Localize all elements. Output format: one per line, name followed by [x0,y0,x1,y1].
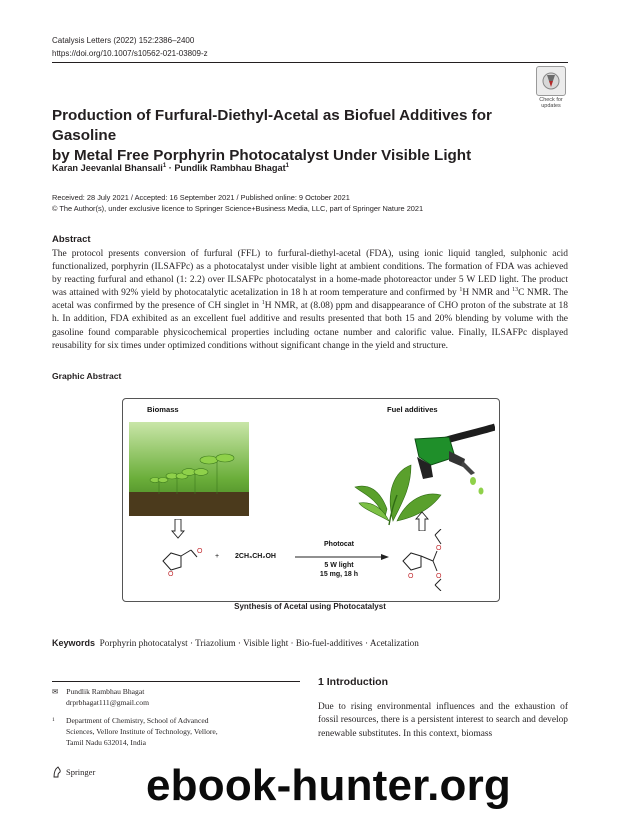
mail-icon: ✉ [52,687,59,696]
plus-sign: + [215,553,220,560]
svg-text:O: O [197,548,203,555]
springer-horse-icon [52,766,62,778]
svg-text:O: O [408,573,414,580]
svg-text:O: O [436,573,442,580]
biomass-label: Biomass [147,405,179,414]
reaction-arrow-icon [295,553,391,561]
svg-text:O: O [168,571,174,578]
publication-dates: Received: 28 July 2021 / Accepted: 16 September 2021 / Published online: 9 October 2021 © The Author(s), under exclusive licence to Springer Science+Business Media, LLC, part of Springer Nature 2021 [52,193,424,213]
corresponding-author: ✉ Pundlik Rambhau Bhagat drprbhagat111@gmail.com [52,687,149,707]
furfural-structure [153,539,213,579]
fuel-additives-label: Fuel additives [387,405,438,414]
abstract-heading: Abstract [52,234,91,245]
introduction-heading: 1 Introduction [318,676,388,688]
biomass-sprouts-image [129,422,249,516]
up-arrow-icon [415,511,429,531]
graphic-abstract-caption: Synthesis of Acetal using Photocatalyst [234,602,386,611]
introduction-text: Due to rising environmental influences and the exhaustion of fossil resources, there is a persistent interest to search and develop renewable substitutes. In this context, biomass [318,702,568,739]
keywords-label: Keywords [52,638,96,648]
crossmark-icon [536,66,566,96]
journal-header [52,34,208,60]
header-rule [52,62,568,63]
footnote-rule [52,681,300,682]
journal-citation: Catalysis Letters (2022) 152:2386–2400 [52,36,195,45]
acetal-product-structure [401,529,471,591]
check-for-updates-label: Check for updates [539,97,563,109]
catalyst-label: Photocat [324,541,354,548]
graphic-abstract-heading: Graphic Abstract [52,371,122,381]
article-title: Production of Furfural-Diethyl-Acetal as Biofuel Additives for Gasoline by Metal Free Porphyrin Photocatalyst Under Visible Light [52,107,492,164]
svg-text:O: O [436,545,442,552]
corresponding-email[interactable]: drprbhagat111@gmail.com [66,698,149,707]
publisher-footer: Springer [52,766,95,778]
ethanol-reagent: 2CH₃CH₂OH [235,553,276,560]
affiliation: 1 Department of Chemistry, School of Advanced Sciences, Vellore Institute of Technology, Vellore, Tamil Nadu 632014, India [52,716,218,747]
keywords-line [52,638,419,648]
author-list: Karan Jeevanlal Bhansali$^1$ · Pundlik Rambhau Bhagat$^1$ [52,163,289,174]
check-for-updates-badge[interactable] [534,66,568,109]
author-name[interactable]: Pundlik Rambhau Bhagat [174,163,286,174]
doi-link[interactable]: https://doi.org/10.1007/s10562-021-03809-z [52,49,208,58]
keywords-list: Porphyrin photocatalyst · Triazolium · Visible light · Bio-fuel-additives · Acetalization [99,638,419,648]
condition-light: 5 W light [324,562,354,569]
graphic-abstract-figure [122,398,500,602]
abstract-text: The protocol presents conversion of furfural (FFL) to furfural-diethyl-acetal (FDA), using ionic liquid tangled, sulphonic acid functionalized, porphyrin (ILSAFPc) as a photocatalyst under visible light at ambient conditions. The formation of FDA was achieved by reacting furfural and ethanol (1: 2.2) over ILSAFPc photocatalyst in a home-made photoreactor under 5 W LED light. The product was attained with 92% yield by photocatalytic acetalization in 18 h at room temperature and confirmed by $^1$H NMR and $^{13}$C NMR. The acetal was confirmed by the presence of CH singlet in $^1$H NMR, at (8.08) ppm and disappearance of CHO proton of the substrate at 18 h. In addition, FDA exhibited as an excellent fuel additive and results presented that both 15 and 20% blending by volume with the gasoline found comparable physicochemical properties including octane number and calorific value. Finally, ILSAFPc displayed reusability for six times under optimized conditions without significant change in the yield and structure. [52,249,568,351]
condition-time: 15 mg, 18 h [319,571,359,578]
watermark-text: ebook-hunter.org [146,761,511,810]
down-arrow-icon [171,519,185,539]
author-name[interactable]: Karan Jeevanlal Bhansali [52,163,163,174]
